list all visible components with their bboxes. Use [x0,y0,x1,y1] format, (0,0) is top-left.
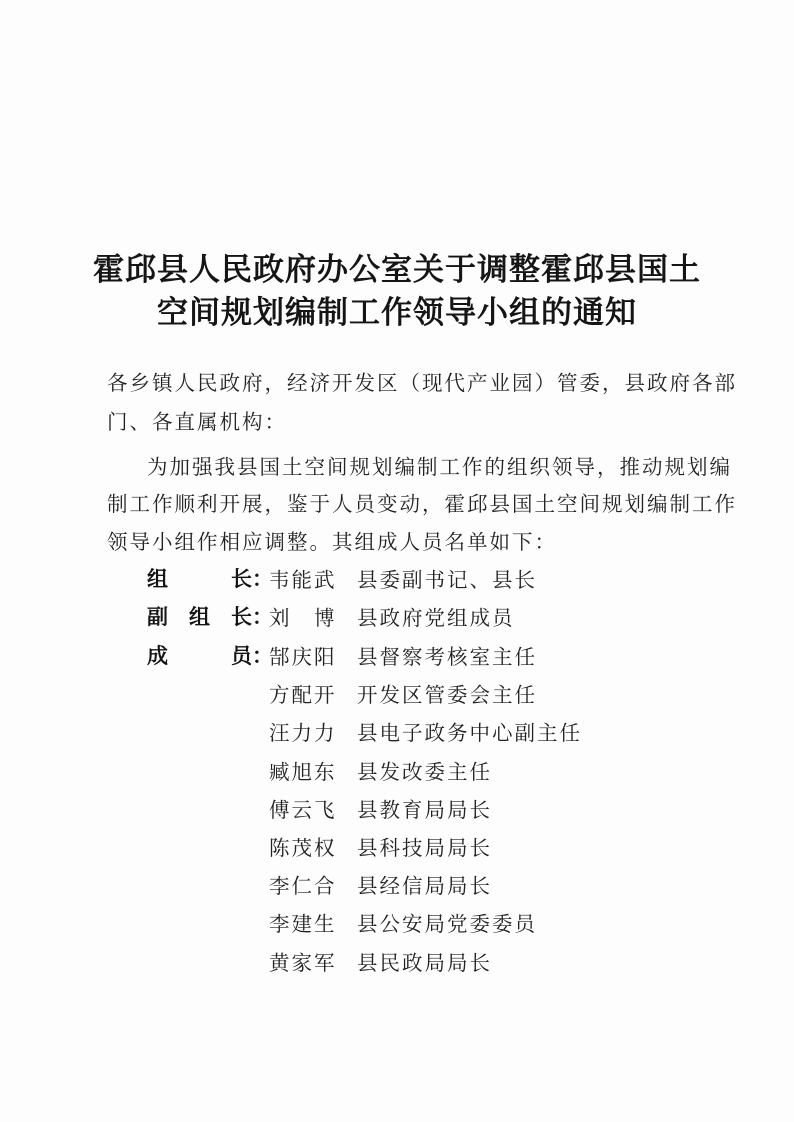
salutation-line-2: 门、各直属机构： [107,410,287,434]
member-name: 方配开 [269,683,337,707]
member-name: 臧旭东 [269,760,337,784]
member-name: 黄家军 [269,951,337,975]
member-title: 县发改委主任 [357,760,492,784]
deputy-title: 县政府党组成员 [357,606,515,630]
member-name: 陈茂权 [269,836,337,860]
paragraph-line-1: 为加强我县国土空间规划编制工作的组织领导，推动规划编 [147,455,732,479]
member-title: 县民政局局长 [357,951,492,975]
deputy-label: 副 组 长： [147,605,273,629]
member-name: 李建生 [269,912,337,936]
member-name: 郜庆阳 [269,645,337,669]
leader-name: 韦能武 [269,568,337,592]
paragraph-line-2: 制工作顺利开展，鉴于人员变动，霍邱县国土空间规划编制工作 [107,492,737,516]
member-title: 县电子政务中心副主任 [357,721,582,745]
member-title: 县教育局局长 [357,798,492,822]
document-title-line-2: 空间规划编制工作领导小组的通知 [157,295,637,331]
member-title: 县公安局党委委员 [357,912,537,936]
member-name: 汪力力 [269,721,337,745]
member-title: 县督察考核室主任 [357,645,537,669]
deputy-name: 刘 博 [269,606,337,630]
member-name: 傅云飞 [269,798,337,822]
member-name: 李仁合 [269,874,337,898]
member-title: 县科技局局长 [357,836,492,860]
member-title: 县经信局局长 [357,874,492,898]
document-title-line-1: 霍邱县人民政府办公室关于调整霍邱县国土 [93,252,701,288]
leader-label: 组 长： [147,567,273,591]
leader-title: 县委副书记、县长 [357,568,537,592]
paragraph-line-3: 领导小组作相应调整。其组成人员名单如下： [107,530,557,554]
salutation-line-1: 各乡镇人民政府，经济开发区（现代产业园）管委，县政府各部 [107,371,737,395]
member-title: 开发区管委会主任 [357,683,537,707]
members-label: 成 员： [147,644,273,668]
